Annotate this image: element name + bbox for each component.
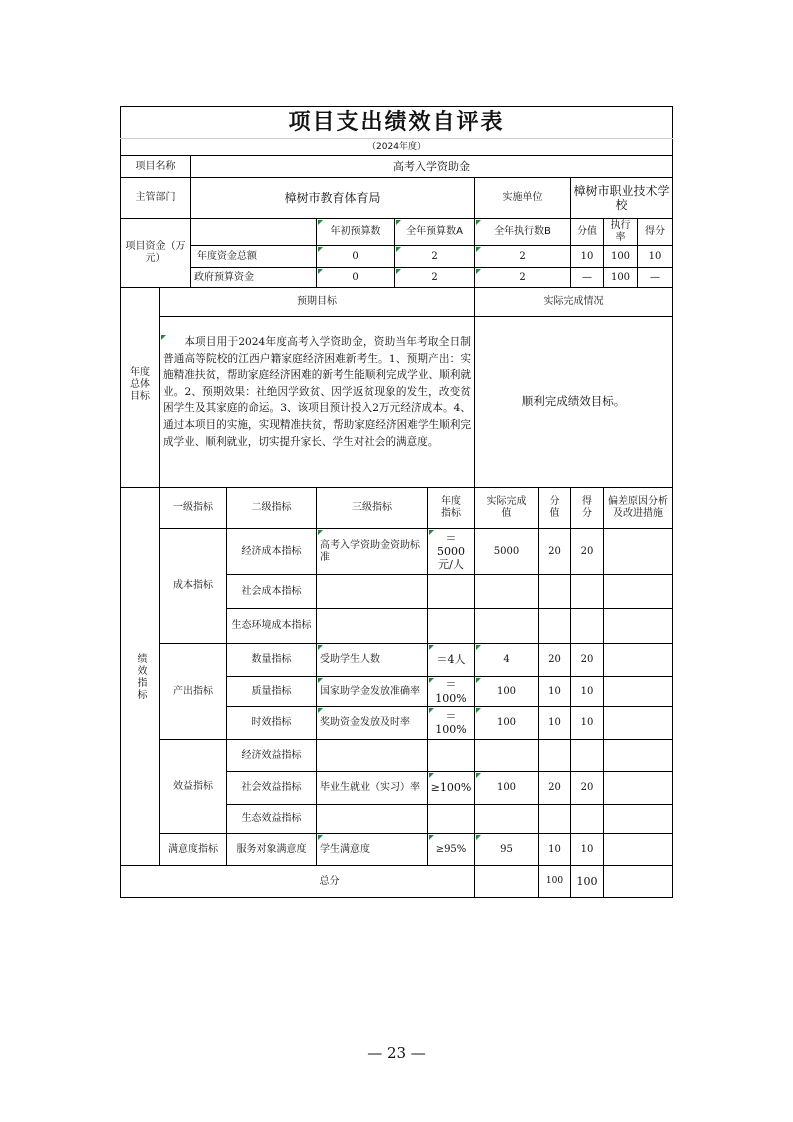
ind-row-level2: 经济效益指标 (241, 749, 302, 761)
ind-row-actual: 4 (475, 644, 538, 676)
funds-row-total-rate: 100 (610, 250, 631, 262)
funds-header-rate: 执行率 (610, 220, 631, 243)
ind-row-score: 20 (548, 545, 561, 557)
ind-row-level2: 社会成本指标 (241, 585, 302, 597)
ind-header-target: 年度指标 (441, 496, 461, 519)
ind-row-actual (475, 609, 538, 643)
funds-row-total-got: 10 (648, 250, 662, 262)
ind-row-actual: 100 (475, 707, 538, 739)
group-cost: 成本指标 (173, 580, 213, 591)
ind-row-analysis (604, 575, 672, 608)
funds-row-gov-got: — (650, 271, 660, 283)
ind-row-score (539, 805, 570, 833)
ind-row-level3: 毕业生就业（实习）率 (320, 782, 420, 793)
ind-row-actual: 100 (475, 772, 538, 804)
ind-row-score: 20 (548, 654, 561, 665)
ind-row-got: 20 (580, 782, 594, 793)
ind-row-level3 (317, 575, 427, 608)
ind-row-actual (475, 805, 538, 833)
ind-row-analysis (604, 834, 672, 865)
ind-row-analysis (604, 707, 672, 739)
project-name-label: 项目名称 (135, 160, 176, 172)
ind-header-level1: 一级指标 (173, 502, 213, 513)
ind-row-analysis (604, 740, 672, 771)
ind-row-level3: 奖助资金发放及时率 (317, 707, 427, 739)
ind-row-target (428, 740, 474, 771)
funds-row-total-executed: 2 (475, 246, 570, 267)
funds-row-gov-executed: 2 (475, 268, 570, 287)
ind-header-analysis: 偏差原因分析及改进措施 (608, 496, 668, 519)
ind-row-actual (475, 740, 538, 771)
page-number: — 23 — (367, 1044, 426, 1062)
ind-row-analysis (604, 805, 672, 833)
funds-header-executed: 全年执行数B (475, 219, 570, 245)
grid-line (672, 106, 673, 898)
funds-header-score: 分值 (577, 226, 597, 237)
ind-row-level3: 高考入学资助金资助标准 (317, 529, 427, 574)
ind-header-level2: 二级指标 (251, 502, 292, 513)
group-benefit: 效益指标 (173, 780, 213, 792)
ind-row-score: 10 (548, 717, 561, 728)
ind-row-score: 10 (548, 685, 561, 697)
ind-header-level3: 三级指标 (352, 502, 392, 513)
ind-row-score (539, 575, 570, 608)
ind-row-target: ＝100% (428, 677, 474, 706)
ind-header-got: 得分 (582, 496, 592, 519)
ind-row-got (571, 575, 603, 608)
ind-row-got: 10 (580, 685, 594, 697)
funds-header-initial: 年初预算数 (317, 219, 394, 245)
funds-row-total-initial: 0 (317, 246, 394, 267)
ind-row-got: 20 (580, 654, 594, 665)
goals-expected-text: 本项目用于2024年度高考入学资助金，资助当年考取全日制普通高等院校的江西户籍家庭经济困难新考生。1、预期产出：实施精准扶贫，帮助家庭经济困难的新考生能顺利完成学业、顺利就业。2、预期效果：社绝因学致贫、因学返贫现象的发生，改变贫困学生及其家庭的命运。3、该项目预计投入2万元经济成本。4、通过本项目的实施，实现精准扶贫，帮助家庭经济困难学生顺利完成学业、顺利就业，切实提升家长、学生对社会的满意度。 (160, 334, 474, 474)
dept-value: 樟树市教育体育局 (284, 190, 381, 205)
form-year: （2024年度） (367, 141, 426, 152)
ind-row-level3 (317, 609, 427, 643)
ind-row-level3 (317, 805, 427, 833)
grid-line (120, 897, 673, 898)
funds-row-total-score: 10 (580, 250, 594, 262)
funds-row-gov-initial: 0 (317, 268, 394, 287)
ind-row-actual: 5000 (493, 545, 520, 557)
ind-row-level3: 受助学生人数 (317, 644, 427, 676)
funds-label: 项目资金（万元） (125, 241, 186, 264)
ind-row-got: 10 (580, 717, 594, 728)
ind-row-target: ≥100% (428, 772, 474, 804)
ind-row-level2: 社会效益指标 (241, 782, 302, 793)
funds-row-total-annual: 2 (395, 246, 474, 267)
ind-row-level2: 数量指标 (251, 654, 292, 665)
ind-row-level2: 生态环境成本指标 (231, 620, 312, 631)
ind-header-actual: 实际完成值 (486, 496, 527, 519)
group-output: 产出指标 (173, 685, 213, 697)
goals-label: 年度总体目标 (130, 367, 150, 402)
ind-row-level2: 生态效益指标 (241, 813, 302, 824)
ind-row-level2: 时效指标 (251, 717, 292, 728)
ind-row-target: ＝4人 (428, 644, 474, 676)
impl-label: 实施单位 (502, 192, 543, 203)
ind-row-level2: 质量指标 (251, 685, 292, 697)
ind-row-level3 (317, 740, 427, 771)
group-satisfaction: 满意度指标 (168, 843, 218, 855)
ind-row-actual: 100 (475, 677, 538, 706)
ind-row-got: 20 (580, 545, 594, 557)
ind-row-level3: 国家助学金发放准确率 (317, 677, 427, 706)
ind-row-actual (475, 575, 538, 608)
ind-row-level2: 服务对象满意度 (236, 843, 307, 855)
total-got: 100 (576, 874, 598, 888)
funds-row-gov-score: — (582, 271, 592, 283)
indicators-label: 绩效指标 (135, 652, 146, 701)
total-score: 100 (545, 876, 564, 887)
ind-header-score: 分值 (549, 496, 560, 519)
goals-expected-header: 预期目标 (297, 296, 337, 307)
ind-row-analysis (604, 677, 672, 706)
total-label: 总分 (319, 875, 340, 887)
ind-row-score: 20 (548, 782, 561, 793)
ind-row-analysis (604, 644, 672, 676)
ind-row-target (428, 575, 474, 608)
goals-actual-text: 顺利完成绩效目标。 (521, 394, 626, 409)
ind-row-got (571, 805, 603, 833)
ind-row-got: 10 (580, 843, 594, 855)
ind-row-target: ＝100% (428, 707, 474, 739)
ind-row-score (539, 740, 570, 771)
ind-row-got (571, 740, 603, 771)
goals-actual-header: 实际完成情况 (543, 296, 604, 307)
ind-row-level3: 学生满意度 (317, 834, 427, 865)
funds-row-gov-rate: 100 (610, 271, 631, 283)
funds-header-got: 得分 (645, 226, 665, 237)
ind-row-target: ≥95% (428, 834, 474, 865)
funds-header-annual: 全年预算数A (395, 219, 474, 245)
ind-row-target (428, 805, 474, 833)
ind-row-analysis (604, 772, 672, 804)
ind-row-analysis (604, 529, 672, 574)
ind-row-target (428, 609, 474, 643)
ind-row-target: ＝5000元/人 (428, 529, 474, 574)
ind-row-score (539, 609, 570, 643)
ind-row-actual: 95 (475, 834, 538, 865)
ind-row-got (571, 609, 603, 643)
impl-value: 樟树市职业技术学校 (573, 183, 670, 212)
ind-row-score: 10 (548, 843, 561, 855)
ind-row-level2: 经济成本指标 (241, 545, 302, 557)
dept-label: 主管部门 (135, 192, 176, 203)
funds-row-gov-name: 政府预算资金 (194, 271, 254, 283)
project-name-value: 高考入学资助金 (393, 159, 470, 173)
ind-row-analysis (604, 609, 672, 643)
form-title: 项目支出绩效自评表 (288, 109, 505, 136)
funds-row-gov-annual: 2 (395, 268, 474, 287)
funds-row-total-name: 年度资金总额 (197, 250, 257, 262)
